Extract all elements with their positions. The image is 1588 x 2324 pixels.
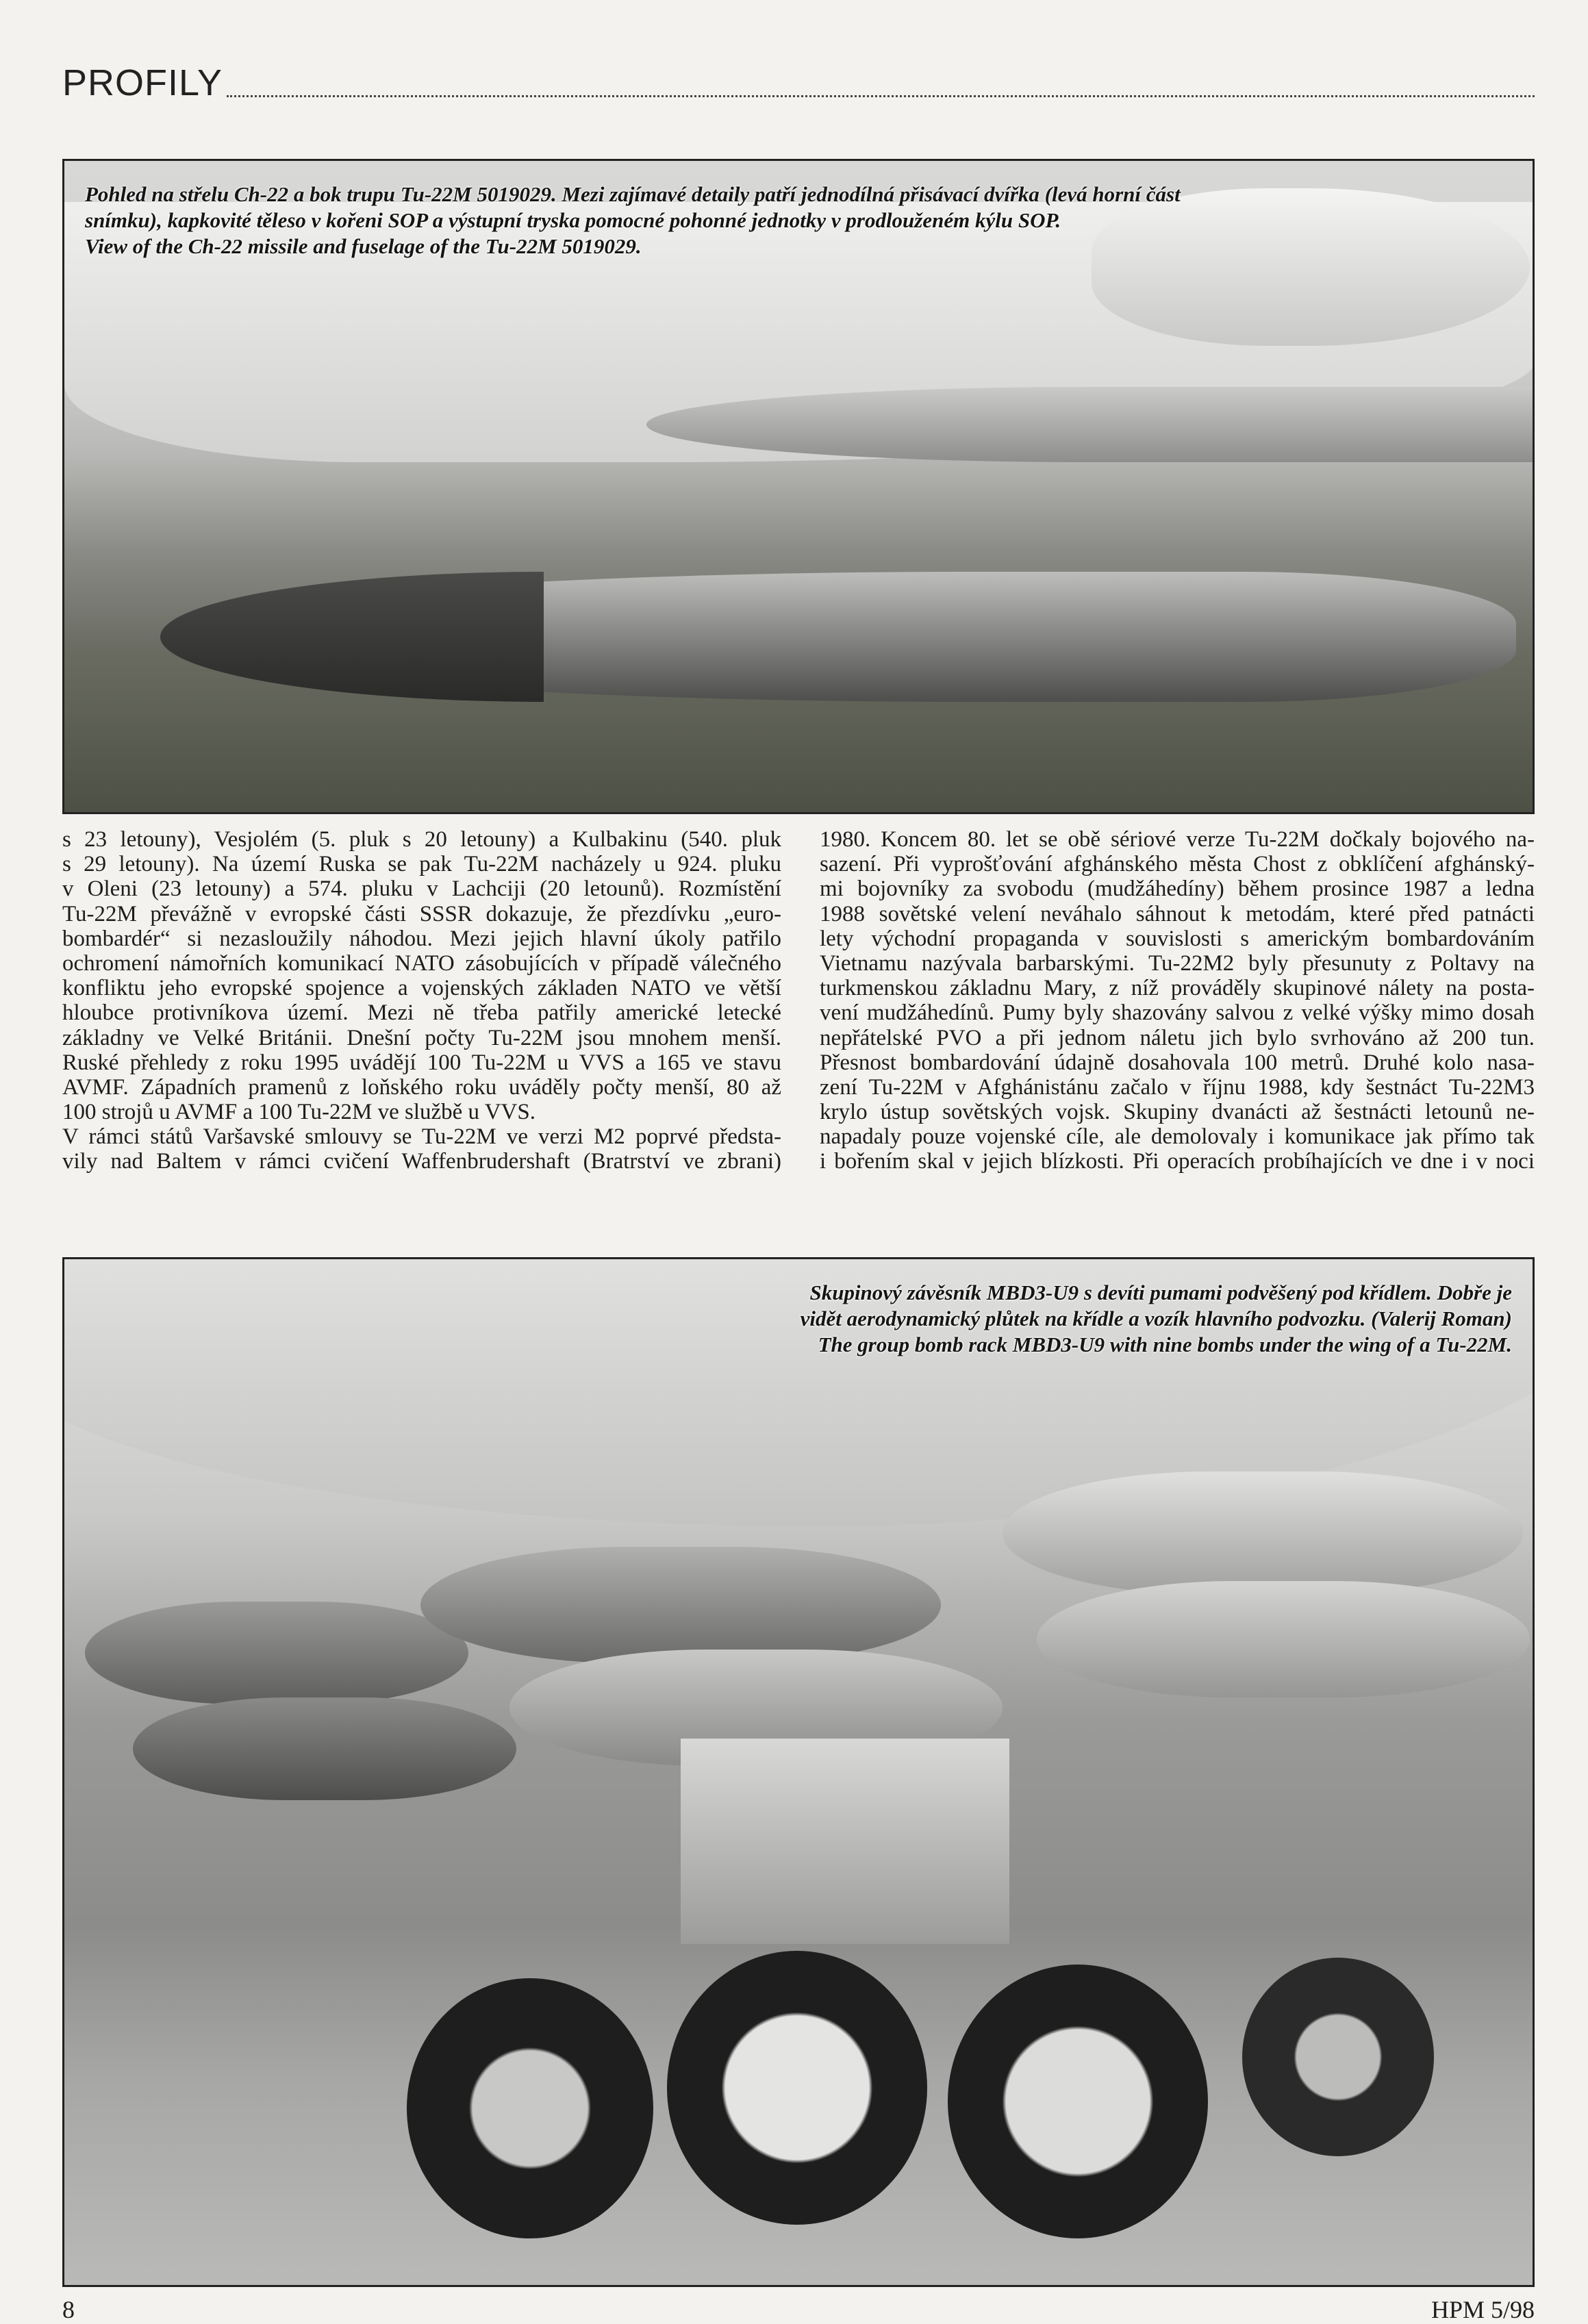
text-line: základny ve Velké Británii. Dnešní počty Tu-22M jsou mnohem menší. — [62, 1025, 781, 1050]
text-line: Vietnamu nazývala barbarskými. Tu-22M2 byly přesunuty z Poltavy na — [820, 950, 1535, 976]
text-line: bombardér“ si nezasloužily náhodou. Mezi jejich hlavní úkoly patřilo — [62, 926, 781, 951]
wheel — [407, 1978, 653, 2238]
text-line: mi bojovníky za svobodu (mudžáhedíny) během prosince 1987 a ledna — [820, 876, 1535, 902]
text-line: Přesnost bombardování údajně dosahovala 100 metrů. Druhé kolo nasa- — [820, 1050, 1535, 1075]
bomb — [85, 1602, 468, 1704]
caption-line: snímku), kapkovité těleso v kořeni SOP a výstupní tryska pomocné pohonné jednotky v prodlouženém kýlu SOP. — [85, 208, 1061, 232]
photo1-caption — [85, 181, 1318, 260]
text-line: Tu-22M převážně v evropské části SSSR dokazuje, že přezdívku „euro- — [62, 901, 781, 926]
issue-label: HPM 5/98 — [1431, 2296, 1535, 2323]
text-column-right — [820, 827, 1535, 1174]
photo2-caption — [724, 1280, 1512, 1358]
missile-nose — [160, 572, 544, 702]
bomb — [1037, 1581, 1530, 1697]
caption-line: Skupinový závěsník MBD3-U9 s devíti pumami podvěšený pod křídlem. Dobře je — [809, 1280, 1512, 1304]
text-line: vení mudžáhedínů. Pumy byly shazovány salvou z velké výšky mimo dosah — [820, 1000, 1535, 1026]
text-line: sazení. Při vyprošťování afghánského města Chost z obklíčení afghánský- — [820, 852, 1535, 877]
section-header — [62, 53, 1535, 101]
text-line: s 23 letouny), Vesjolém (5. pluk s 20 letouny) a Kulbakinu (540. pluk — [62, 827, 781, 852]
text-line: krylo ústup sovětských vojsk. Skupiny dvanácti až šestnácti letounů ne- — [820, 1100, 1535, 1125]
wing-shape — [646, 387, 1535, 462]
landing-gear-strut — [681, 1739, 1009, 1944]
text-line: 1988 sovětské velení neváhalo sáhnout k metodám, které před patnácti — [820, 901, 1535, 926]
caption-line: View of the Ch-22 missile and fuselage of the Tu-22M 5019029. — [85, 234, 642, 258]
text-line: hloubce protivníkova území. Mezi ně třeba patřily americké letecké — [62, 1000, 781, 1026]
text-line: V rámci států Varšavské smlouvy se Tu-22M ve verzi M2 poprvé předsta- — [62, 1124, 781, 1150]
wheel — [667, 1951, 927, 2225]
header-dotted-rule — [227, 95, 1535, 97]
text-line: konfliktu jeho evropské spojence a vojenských základen NATO ve větší — [62, 976, 781, 1001]
text-line: Ruské přehledy z roku 1995 uvádějí 100 Tu-22M u VVS a 165 ve stavu — [62, 1050, 781, 1075]
caption-line: The group bomb rack MBD3-U9 with nine bombs under the wing of a Tu-22M. — [818, 1332, 1512, 1356]
bomb — [133, 1697, 516, 1800]
page-number: 8 — [62, 2296, 75, 2323]
photo-bomb-rack — [62, 1257, 1535, 2287]
text-line: turkmenskou základnu Mary, z níž prováděly skupinové nálety na posta- — [820, 976, 1535, 1001]
text-line: ochromení námořních komunikací NATO zásobujících v případě válečného — [62, 950, 781, 976]
text-line: 1980. Koncem 80. let se obě sériové verze Tu-22M dočkaly bojového na- — [820, 827, 1535, 852]
caption-line: Pohled na střelu Ch-22 a bok trupu Tu-22M 5019029. Mezi zajímavé detaily patří jednodílná přisávací dvířka (levá horní část — [85, 182, 1181, 206]
caption-line: vidět aerodynamický plůtek na křídle a vozík hlavního podvozku. (Valerij Roman) — [800, 1306, 1512, 1330]
section-title: PROFILY — [62, 62, 223, 103]
wheel — [1242, 1958, 1434, 2156]
text-line: nepřátelské PVO a při jednom náletu jich bylo svrhováno až 200 tun. — [820, 1025, 1535, 1050]
text-line: napadaly pouze vojenské cíle, ale demolovaly i komunikace jak přímo tak — [820, 1124, 1535, 1150]
wheel — [948, 1965, 1208, 2238]
text-line: lety východní propaganda v souvislosti s americkým bombardováním — [820, 926, 1535, 951]
text-line: AVMF. Západních pramenů z loňského roku uváděly počty menší, 80 až — [62, 1074, 781, 1100]
bomb — [420, 1547, 941, 1663]
text-line: vily nad Baltem v rámci cvičení Waffenbrudershaft (Bratrství ve zbrani) — [62, 1149, 781, 1174]
text-line: v Oleni (23 letouny) a 574. pluku v Lachciji (20 letounů). Rozmístění — [62, 876, 781, 902]
text-line: 100 strojů u AVMF a 100 Tu-22M ve službě u VVS. — [62, 1100, 535, 1125]
text-column-left — [62, 827, 781, 1174]
text-line: i bořením skal v jejich blízkosti. Při operacích probíhajících ve dne i v noci — [820, 1149, 1535, 1174]
bomb — [1003, 1472, 1523, 1595]
text-line: zení Tu-22M v Afghánistánu začalo v říjnu 1988, kdy šestnáct Tu-22M3 — [820, 1074, 1535, 1100]
text-line: s 29 letouny). Na území Ruska se pak Tu-22M nacházely u 924. pluku — [62, 852, 781, 877]
photo-ch22-missile — [62, 159, 1535, 814]
